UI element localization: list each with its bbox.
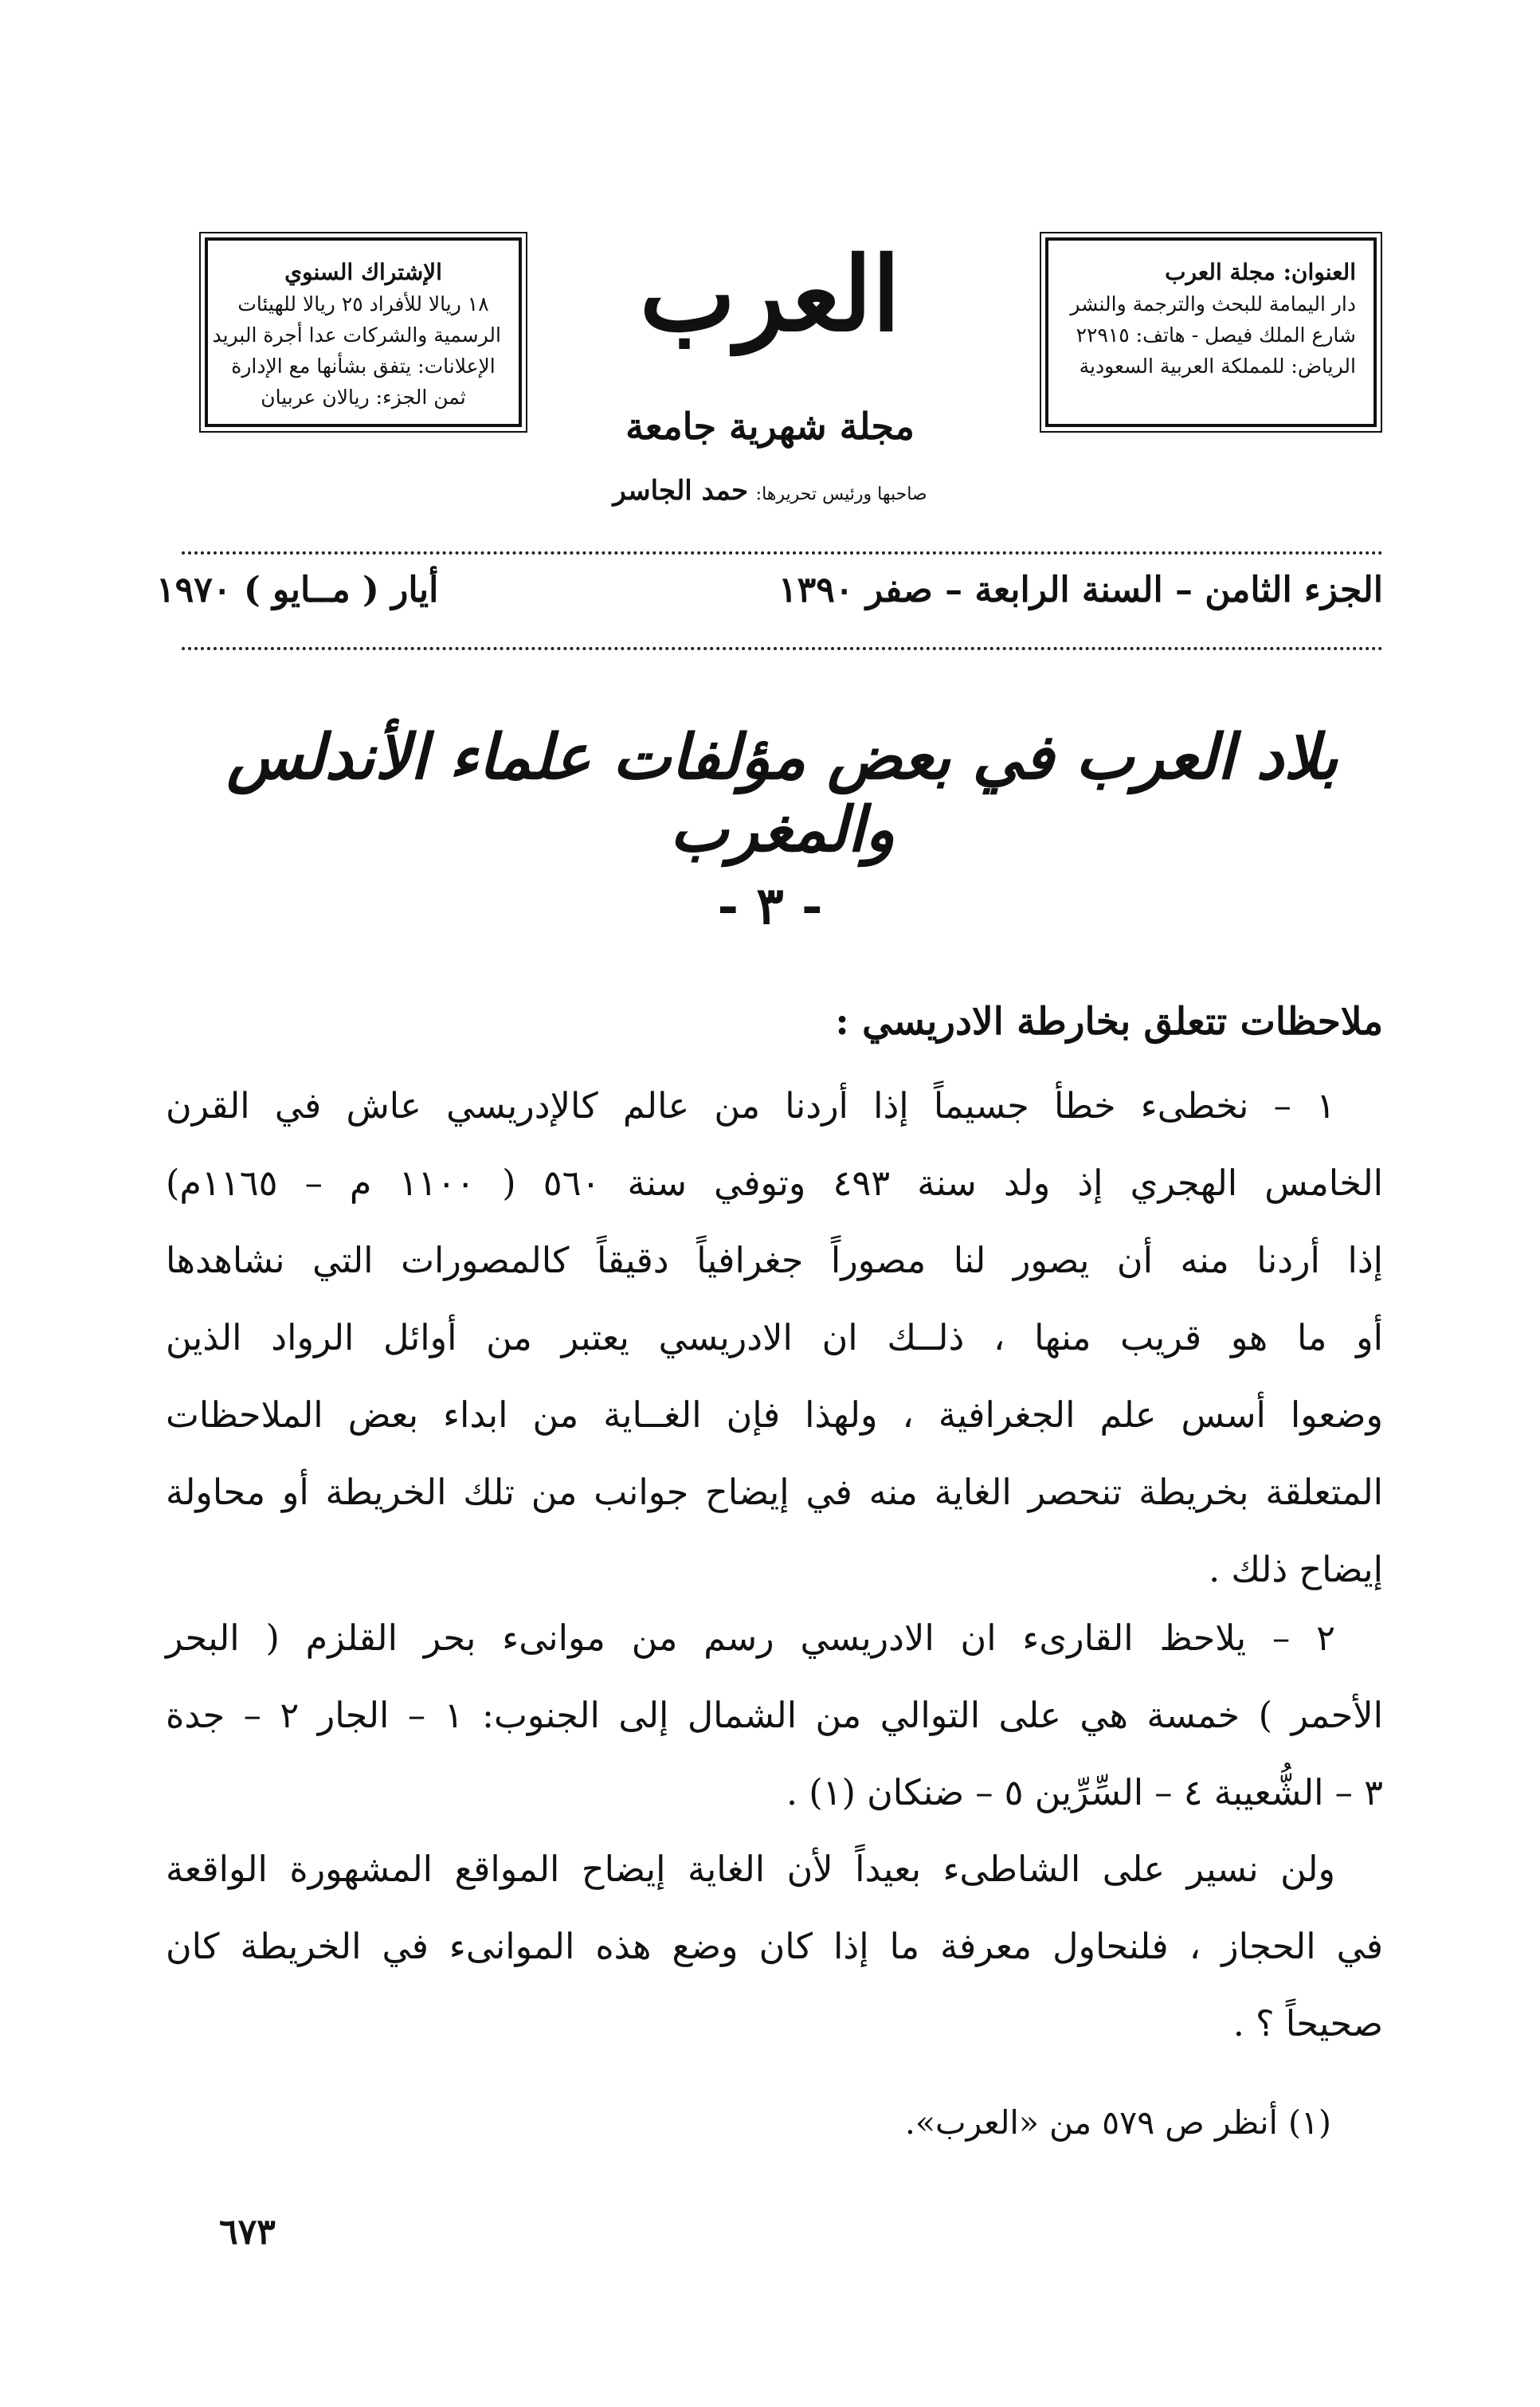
magazine-logo: العرب — [639, 235, 901, 355]
issue-date: أيار ( مــايو ) ١٩٧٠ — [156, 570, 439, 610]
text-line: ولن نسير على الشاطىء بعيداً لأن الغاية إيضاح المواقع المشهورة الواقعة — [166, 1849, 1335, 1890]
magazine-tagline: مجلة شهرية جامعة — [625, 405, 915, 448]
text-line: إيضاح ذلك . — [1209, 1550, 1383, 1590]
text-line: ٣ – الشُّعيبة ٤ – السِّرِّين ٥ – ضنكان (١) . — [786, 1773, 1383, 1813]
paragraph-3 — [166, 1831, 1383, 2063]
text-line: الخامس الهجري إذ ولد سنة ٤٩٣ وتوفي سنة ٥٦٠ ( ١١٠٠ م – ١١٦٥م) — [166, 1163, 1384, 1204]
section-heading: ملاحظات تتعلق بخارطة الادريسي : — [835, 1000, 1383, 1044]
subscription-line: الرسمية والشركات عدا أجرة البريد — [212, 323, 501, 347]
text-line: وضعوا أسس علم الجغرافية ، ولهذا فإن الغــاية من ابداء بعض الملاحظات — [166, 1395, 1383, 1436]
footnote: (١) أنظر ص ٥٧٩ من «العرب». — [904, 2103, 1331, 2142]
address-line: دار اليمامة للبحث والترجمة والنشر — [1070, 292, 1356, 316]
address-box — [1045, 237, 1377, 427]
text-line: ١ – نخطىء خطأ جسيماً إذا أردنا من عالم كالإدريسي عاش في القرن — [166, 1086, 1335, 1127]
text-line: صحيحاً ؟ . — [1232, 2004, 1383, 2044]
text-line: ٢ – يلاحظ القارىء ان الادريسي رسم من موانىء بحر القلزم ( البحر — [166, 1618, 1335, 1659]
paragraph-1 — [166, 1068, 1383, 1609]
subscription-line: الإشتراك السنوي — [284, 259, 442, 285]
subscription-box — [205, 237, 522, 427]
issue-info — [156, 570, 1383, 610]
dotted-divider — [182, 551, 1383, 555]
text-line: أو ما هو قريب منها ، ذلــك ان الادريسي يعتبر من أوائل الرواد الذين — [166, 1318, 1383, 1358]
editor-label: صاحبها ورئيس تحريرها: — [755, 484, 927, 504]
paragraph-2 — [166, 1600, 1383, 1832]
address-line: العنوان: مجلة العرب — [1165, 259, 1356, 285]
page-number: ٦٧٣ — [219, 2212, 276, 2252]
subscription-line: الإعلانات: يتفق بشأنها مع الإدارة — [231, 354, 496, 378]
issue-part: الجزء الثامن – السنة الرابعة – صفر ١٣٩٠ — [778, 570, 1383, 610]
editor-credit — [510, 475, 1030, 507]
part-number: - ٣ - — [717, 876, 823, 936]
text-line: المتعلقة بخريطة تنحصر الغاية منه في إيضاح جوانب من تلك الخريطة أو محاولة — [166, 1472, 1383, 1513]
text-line: إذا أردنا منه أن يصور لنا مصوراً جغرافياً دقيقاً كالمصورات التي نشاهدها — [166, 1241, 1383, 1281]
editor-name: حمد الجاسر — [613, 475, 749, 507]
address-line: الرياض: للمملكة العربية السعودية — [1079, 354, 1356, 378]
text-line: في الحجاز ، فلنحاول معرفة ما إذا كان وضع هذه الموانىء في الخريطة كان — [166, 1927, 1383, 1967]
dotted-divider — [182, 647, 1383, 650]
address-line: شارع الملك فيصل - هاتف: ٢٢٩١٥ — [1076, 323, 1356, 347]
article-title: بلاد العرب في بعض مؤلفات علماء الأندلس والمغرب — [226, 721, 1338, 866]
text-line: الأحمر ) خمسة هي على التوالي من الشمال إلى الجنوب: ١ – الجار ٢ – جدة — [166, 1695, 1383, 1736]
subscription-line: ثمن الجزء: ريالان عربيان — [261, 385, 466, 409]
subscription-line: ١٨ ريالا للأفراد ٢٥ ريالا للهيئات — [237, 292, 489, 316]
